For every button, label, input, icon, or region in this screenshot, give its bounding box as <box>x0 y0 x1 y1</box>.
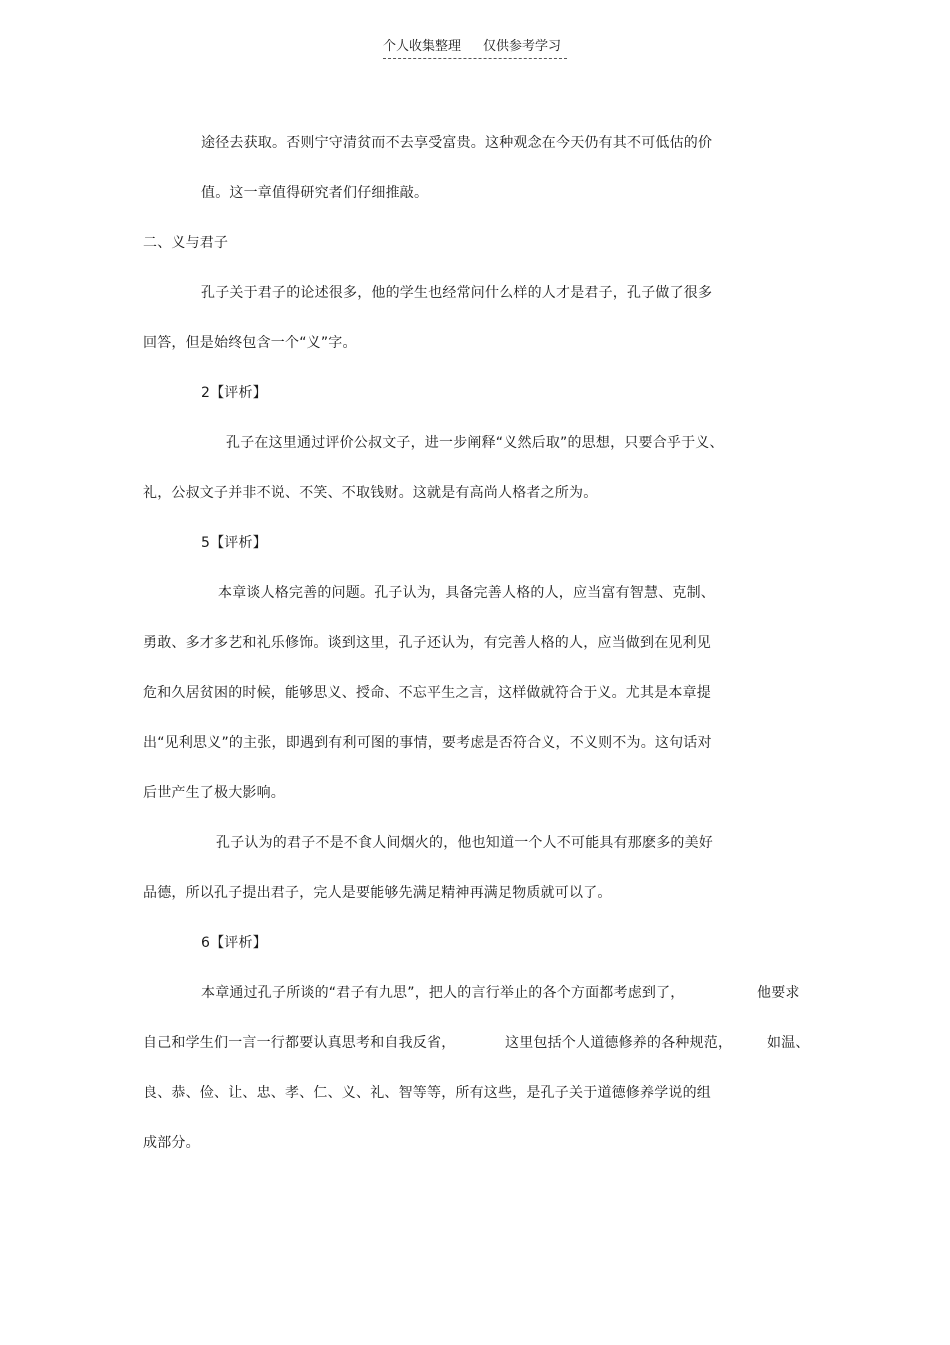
paragraph-line: 出“见利思义”的主张，即遇到有利可图的事情，要考虑是否符合义，不义则不为。这句话对 <box>143 735 712 751</box>
paragraph-line: 品德，所以孔子提出君子，完人是要能够先满足精神再满足物质就可以了。 <box>143 885 612 901</box>
commentary-heading: 2【评析】 <box>201 385 267 401</box>
paragraph-line: 本章谈人格完善的问题。孔子认为，具备完善人格的人，应当富有智慧、克制、 <box>218 585 715 601</box>
paragraph-line: 孔子认为的君子不是不食人间烟火的，他也知道一个人不可能具有那麽多的美好 <box>216 835 713 851</box>
commentary-heading: 5【评析】 <box>201 535 267 551</box>
paragraph-line: 值。这一章值得研究者们仔细推敲。 <box>201 185 429 201</box>
paragraph-line: 后世产生了极大影响。 <box>143 785 285 801</box>
paragraph-line-fragment: 如温、 <box>767 1035 810 1051</box>
paragraph-line: 回答，但是始终包含一个“义”字。 <box>143 335 357 351</box>
commentary-heading: 6【评析】 <box>201 935 267 951</box>
paragraph-line: 本章通过孔子所谈的“君子有九思”，把人的言行举止的各个方面都考虑到了， <box>201 985 685 1001</box>
paragraph-line: 孔子关于君子的论述很多，他的学生也经常问什么样的人才是君子，孔子做了很多 <box>201 285 713 301</box>
section-heading: 二、义与君子 <box>143 235 229 251</box>
header-right-text: 仅供参考学习 <box>483 39 562 54</box>
paragraph-line: 勇敢、多才多艺和礼乐修饰。谈到这里，孔子还认为，有完善人格的人，应当做到在见利见 <box>143 635 711 651</box>
paragraph-line-fragment: 他要求 <box>757 985 800 1001</box>
paragraph-line-fragment: 这里包括个人道德修养的各种规范， <box>505 1035 733 1051</box>
paragraph-line: 孔子在这里通过评价公叔文子，进一步阐释“义然后取”的思想，只要合乎于义、 <box>226 435 724 451</box>
paragraph-line: 自己和学生们一言一行都要认真思考和自我反省， <box>143 1035 456 1051</box>
page-header <box>383 38 567 59</box>
paragraph-line: 礼，公叔文子并非不说、不笑、不取钱财。这就是有高尚人格者之所为。 <box>143 485 598 501</box>
paragraph-line: 途径去获取。否则宁守清贫而不去享受富贵。这种观念在今天仍有其不可低估的价 <box>201 135 713 151</box>
paragraph-line: 良、恭、俭、让、忠、孝、仁、义、礼、智等等，所有这些，是孔子关于道德修养学说的组 <box>143 1085 711 1101</box>
paragraph-line: 成部分。 <box>143 1135 200 1151</box>
paragraph-line: 危和久居贫困的时候，能够思义、授命、不忘平生之言，这样做就符合于义。尤其是本章提 <box>143 685 711 701</box>
header-left-text: 个人收集整理 <box>383 39 462 54</box>
